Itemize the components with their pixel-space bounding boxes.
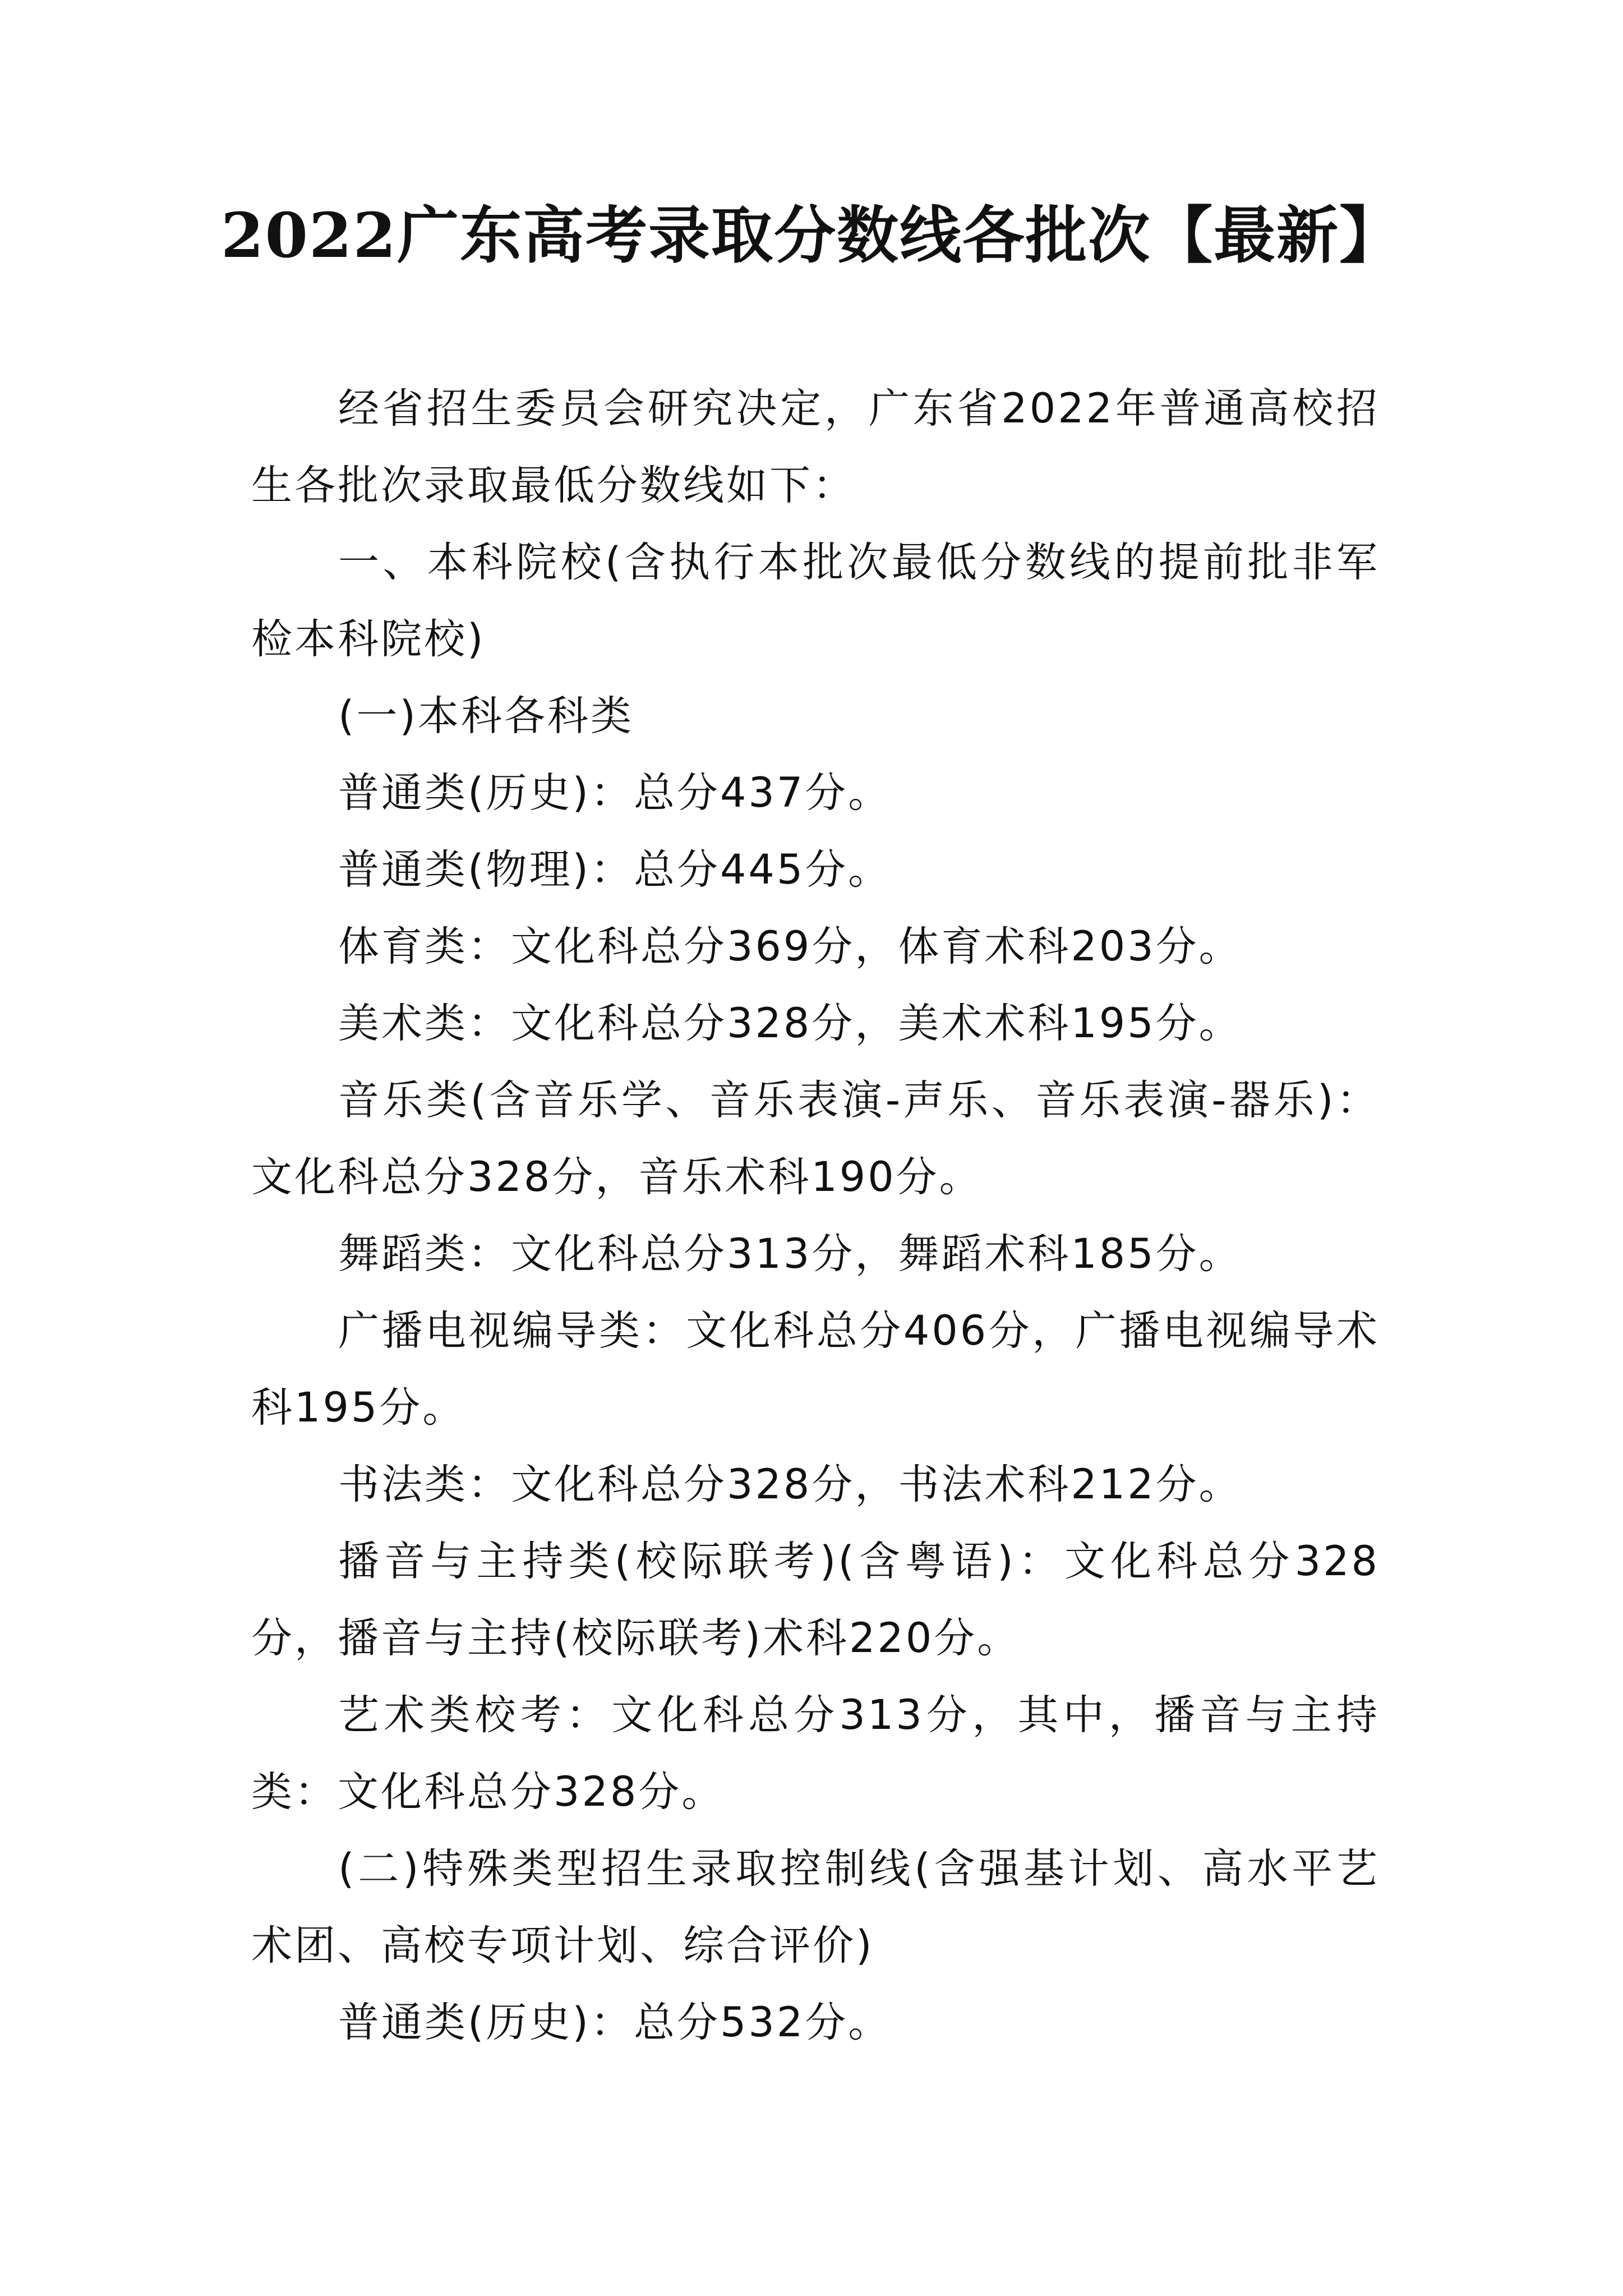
- document-body: [251, 370, 1380, 2061]
- document-title: 2022广东高考录取分数线各批次【最新】: [220, 199, 1403, 272]
- paragraph-dance-score: 舞蹈类：文化科总分313分，舞蹈术科185分。: [338, 1230, 1242, 1278]
- paragraph-history-score: 普通类(历史)：总分437分。: [338, 769, 892, 817]
- paragraph-physics-score: 普通类(物理)：总分445分。: [338, 846, 892, 894]
- paragraph-subsection-1-heading: (一)本科各科类: [338, 692, 634, 740]
- paragraph-music-score: 音乐类(含音乐学、音乐表演-声乐、音乐表演-器乐)：文化科总分328分，音乐术科190分。: [251, 1076, 1380, 1201]
- paragraph-subsection-2-heading: (二)特殊类型招生录取控制线(含强基计划、高水平艺术团、高校专项计划、综合评价): [251, 1845, 1380, 1970]
- paragraph-fine-arts-score: 美术类：文化科总分328分，美术术科195分。: [338, 1000, 1242, 1047]
- paragraph-broadcast-directing-score: 广播电视编导类：文化科总分406分，广播电视编导术科195分。: [251, 1307, 1380, 1432]
- paragraph-art-school-exam-score: 艺术类校考：文化科总分313分，其中，播音与主持类：文化科总分328分。: [251, 1691, 1380, 1816]
- paragraph-intro: 经省招生委员会研究决定，广东省2022年普通高校招生各批次录取最低分数线如下：: [251, 385, 1380, 509]
- paragraph-sports-score: 体育类：文化科总分369分，体育术科203分。: [338, 923, 1242, 970]
- paragraph-section-1-heading: 一、本科院校(含执行本批次最低分数线的提前批非军检本科院校): [251, 539, 1380, 663]
- paragraph-calligraphy-score: 书法类：文化科总分328分，书法术科212分。: [338, 1461, 1242, 1508]
- paragraph-broadcasting-hosting-score: 播音与主持类(校际联考)(含粤语)：文化科总分328分，播音与主持(校际联考)术科220分。: [251, 1538, 1380, 1662]
- paragraph-special-history-score: 普通类(历史)：总分532分。: [338, 1999, 892, 2046]
